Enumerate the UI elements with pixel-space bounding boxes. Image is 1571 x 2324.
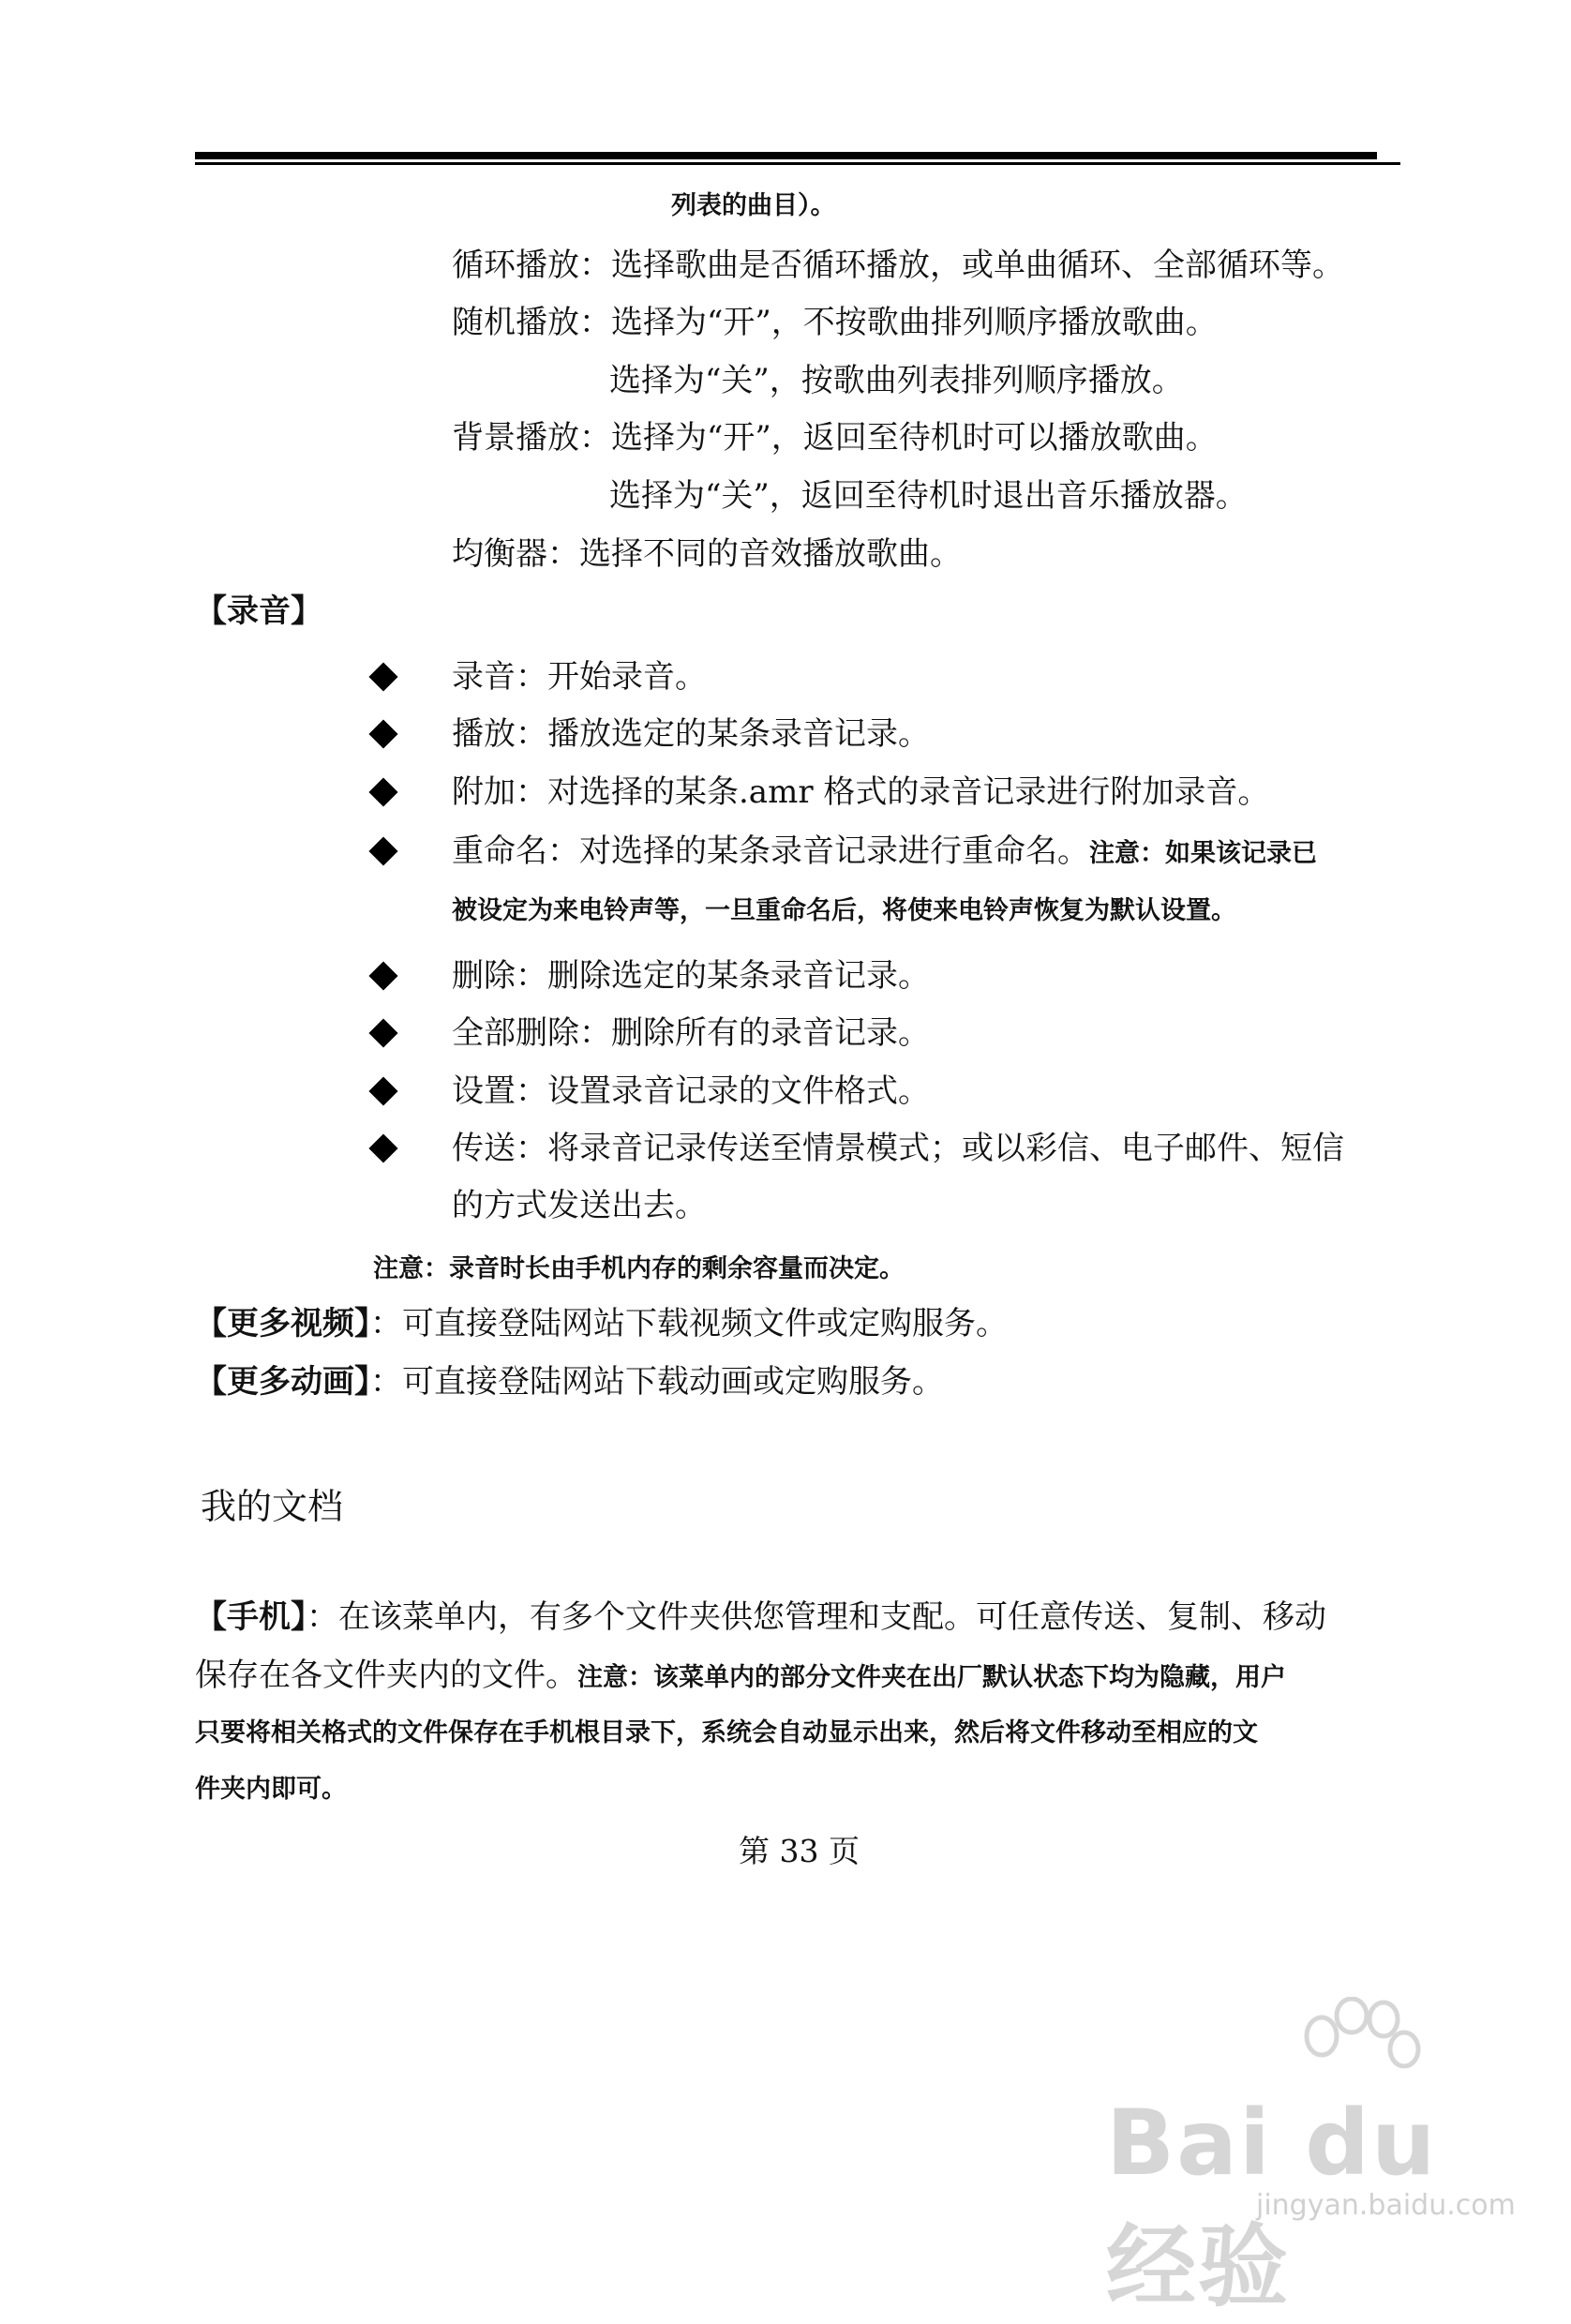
watermark-logo-text: Bai du 经验 xyxy=(1106,2091,1438,2319)
more-video-line xyxy=(195,1305,1008,1342)
list-item: 录音：开始录音。 xyxy=(452,658,707,696)
diamond-bullet-icon xyxy=(368,662,397,691)
section-heading-recording: 【录音】 xyxy=(195,592,322,630)
baidu-jingyan-watermark xyxy=(1106,1997,1516,2319)
section-heading-my-documents: 我的文档 xyxy=(201,1486,344,1527)
note-text: 注意：录音时长由手机内存的剩余容量而决定。 xyxy=(373,1254,905,1283)
text-line: 随机播放：选择为“开”，不按歌曲排列顺序播放歌曲。 xyxy=(452,304,1218,341)
list-item: 全部删除：删除所有的录音记录。 xyxy=(452,1014,930,1052)
phone-label: 【手机】 xyxy=(195,1598,307,1636)
more-animation-text: ：可直接登陆网站下载动画或定购服务。 xyxy=(370,1363,944,1401)
page-number: 第 33 页 xyxy=(739,1833,860,1869)
list-item xyxy=(452,832,1317,873)
diamond-bullet-icon xyxy=(368,836,397,865)
note-text: 被设定为来电铃声等，一旦重命名后，将使来电铃声恢复为默认设置。 xyxy=(452,896,1236,925)
note-text: 只要将相关格式的文件保存在手机根目录下，系统会自动显示出来，然后将文件移动至相应的文 xyxy=(195,1718,1258,1747)
list-item: 设置：设置录音记录的文件格式。 xyxy=(452,1072,930,1110)
note-text: 件夹内即可。 xyxy=(195,1775,347,1804)
diamond-bullet-icon xyxy=(368,1018,397,1047)
diamond-bullet-icon xyxy=(368,719,397,748)
text-line: 均衡器：选择不同的音效播放歌曲。 xyxy=(452,535,962,573)
list-item: 传送：将录音记录传送至情景模式；或以彩信、电子邮件、短信 xyxy=(452,1130,1344,1167)
list-item-text: 重命名：对选择的某条录音记录进行重命名。 xyxy=(452,832,1089,870)
text-line: 选择为“关”，返回至待机时退出音乐播放器。 xyxy=(609,477,1248,515)
watermark-url: jingyan.baidu.com xyxy=(1256,2189,1516,2222)
text-line: 选择为“关”，按歌曲列表排列顺序播放。 xyxy=(609,362,1184,399)
list-item: 删除：删除选定的某条录音记录。 xyxy=(452,957,930,995)
more-animation-label: 【更多动画】 xyxy=(195,1363,370,1401)
note-text: 注意：如果该记录已 xyxy=(1089,839,1317,868)
list-item: 播放：播放选定的某条录音记录。 xyxy=(452,715,930,753)
header-rule-thin xyxy=(195,162,1400,165)
note-text: 注意：该菜单内的部分文件夹在出厂默认状态下均为隐藏，用户 xyxy=(577,1663,1286,1692)
header-rule-thick xyxy=(195,152,1377,159)
list-item: 附加：对选择的某条.amr 格式的录音记录进行附加录音。 xyxy=(452,773,1270,811)
text-line: 循环播放：选择歌曲是否循环播放，或单曲循环、全部循环等。 xyxy=(452,247,1344,284)
phone-para-line xyxy=(195,1598,1326,1636)
text-line: 列表的曲目）。 xyxy=(671,191,836,220)
diamond-bullet-icon xyxy=(368,1076,397,1105)
list-item-continuation: 的方式发送出去。 xyxy=(452,1187,707,1224)
more-video-label: 【更多视频】 xyxy=(195,1305,370,1342)
diamond-bullet-icon xyxy=(368,1133,397,1162)
more-animation-line xyxy=(195,1363,944,1401)
text-line: 背景播放：选择为“开”，返回至待机时可以播放歌曲。 xyxy=(452,419,1218,457)
more-video-text: ：可直接登陆网站下载视频文件或定购服务。 xyxy=(370,1305,1008,1342)
phone-text: 保存在各文件夹内的文件。 xyxy=(195,1657,577,1694)
diamond-bullet-icon xyxy=(368,961,397,990)
phone-para-line xyxy=(195,1657,1286,1697)
diamond-bullet-icon xyxy=(368,777,397,806)
phone-text: ：在该菜单内，有多个文件夹供您管理和支配。可任意传送、复制、移动 xyxy=(307,1598,1326,1636)
